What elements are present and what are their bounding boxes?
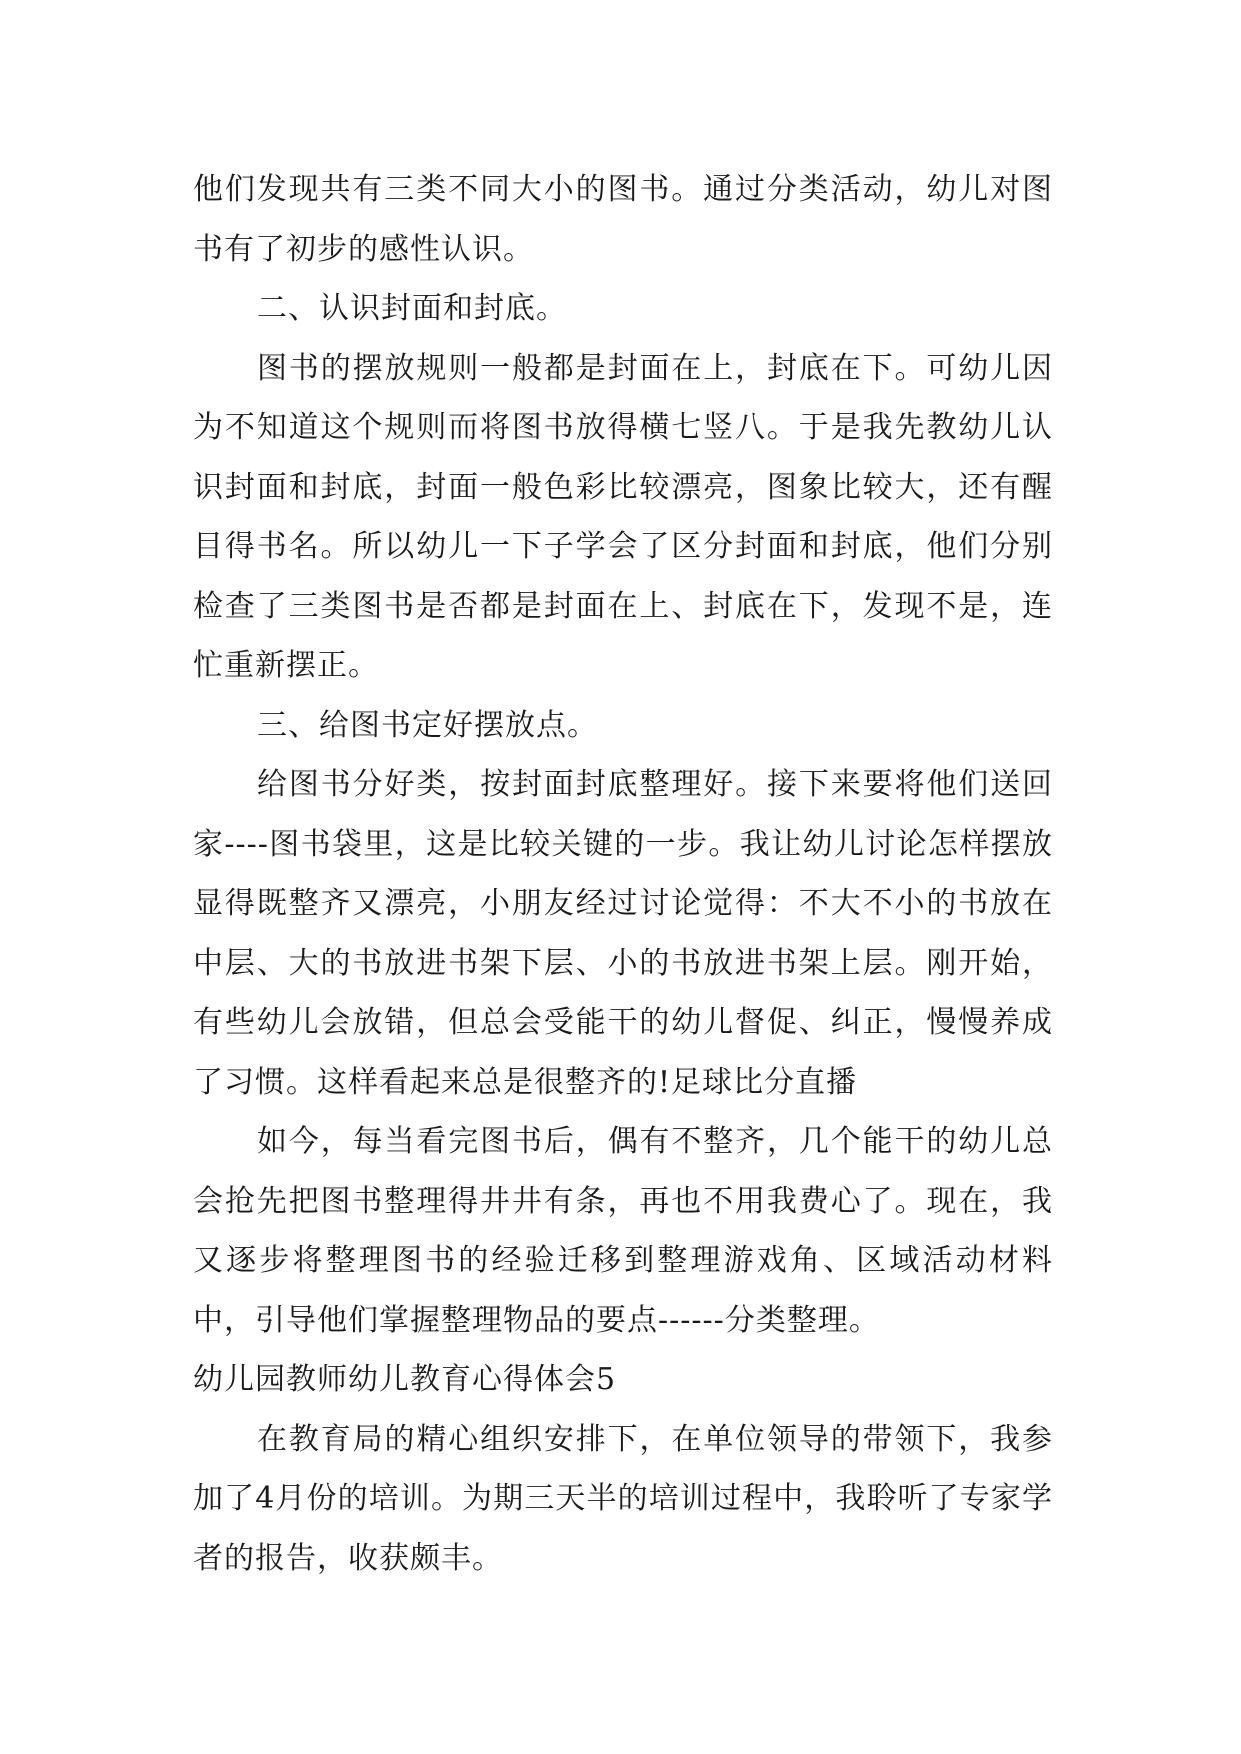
section-heading-placement: 三、给图书定好摆放点。 <box>257 707 598 743</box>
paragraph-classification-result: 他们发现共有三类不同大小的图书。通过分类活动，幼儿对图书有了初步的感性认识。 <box>193 172 1053 267</box>
paragraph-placement: 给图书分好类，按封面封底整理好。接下来要将他们送回家----图书袋里，这是比较关键的一步。我让幼儿讨论怎样摆放显得既整齐又漂亮，小朋友经过讨论觉得：不大不小的书放在中层、大的书放进书架下层、小的书放进书架上层。刚开始，有些幼儿会放错，但总会受能干的幼儿督促、纠正，慢慢养成了习惯。这样看起来总是很整齐的!足球比分直播 <box>193 767 1053 1100</box>
article-title: 幼儿园教师幼儿教育心得体会5 <box>193 1362 617 1397</box>
paragraph-cover-rules: 图书的摆放规则一般都是封面在上，封底在下。可幼儿因为不知道这个规则而将图书放得横七竖八。于是我先教幼儿认识封面和封底，封面一般色彩比较漂亮，图象比较大，还有醒目得书名。所以幼儿一下子学会了区分封面和封底，他们分别检查了三类图书是否都是封面在上、封底在下，发现不是，连忙重新摆正。 <box>193 350 1053 683</box>
document-body <box>193 160 1053 1588</box>
paragraph-training: 在教育局的精心组织安排下，在单位领导的带领下，我参加了4月份的培训。为期三天半的培训过程中，我聆听了专家学者的报告，收获颇丰。 <box>193 1421 1053 1576</box>
paragraph-current-habits: 如今，每当看完图书后，偶有不整齐，几个能干的幼儿总会抢先把图书整理得井井有条，再也不用我费心了。现在，我又逐步将整理图书的经验迁移到整理游戏角、区域活动材料中，引导他们掌握整理物品的要点------分类整理。 <box>193 1124 1053 1338</box>
section-heading-cover-and-back: 二、认识封面和封底。 <box>257 291 567 326</box>
